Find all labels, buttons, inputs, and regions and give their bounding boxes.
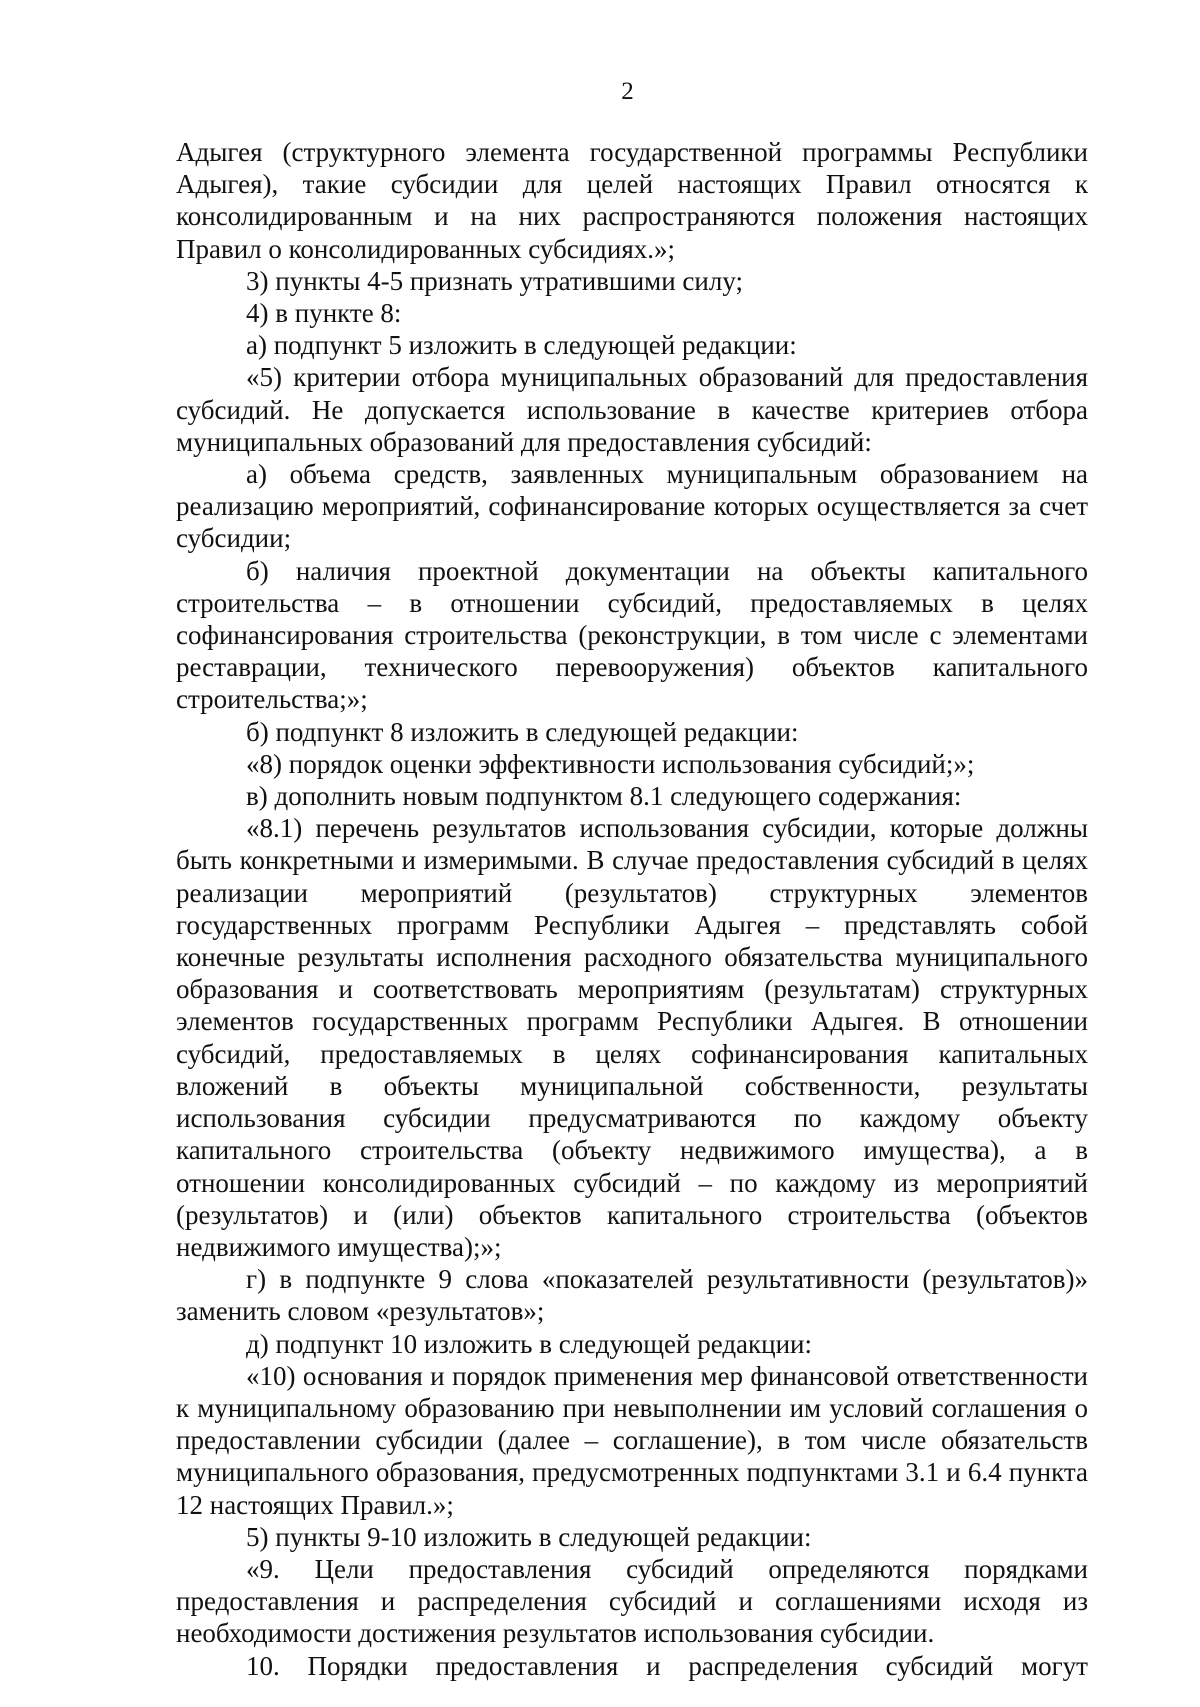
paragraph-quote-5-a: а) объема средств, заявленных муниципальным образованием на реализацию мероприятий, софинансирование которых осуществляется за счет субсидии;: [176, 459, 1088, 554]
paragraph-subitem-b: б) подпункт 8 изложить в следующей редакции:: [246, 716, 799, 747]
paragraph-item-5: 5) пункты 9-10 изложить в следующей редакции:: [246, 1521, 812, 1552]
paragraph-item-4: 4) в пункте 8:: [246, 298, 402, 329]
paragraph-quote-5: «5) критерии отбора муниципальных образований для предоставления субсидий. Не допускается использование в качестве критериев отбора муниципальных образований для предоставления субсидий:: [176, 362, 1088, 457]
paragraph-subitem-a: а) подпункт 5 изложить в следующей редакции:: [246, 330, 797, 361]
paragraph-subitem-g: г) в подпункте 9 слова «показателей результативности (результатов)» заменить словом «результатов»;: [176, 1264, 1088, 1327]
paragraph-quote-9: «9. Цели предоставления субсидий определяются порядками предоставления и распределения субсидий и соглашениями исходя из необходимости достижения результатов использования субсидии.: [176, 1553, 1088, 1649]
paragraph-continuation: Адыгея (структурного элемента государственной программы Республики Адыгея), такие субсидии для целей настоящих Правил относятся к консолидированным и на них распространяются положения настоящих Правил о консолидированных субсидиях.»;: [176, 137, 1088, 264]
paragraph-quote-5-b: б) наличия проектной документации на объекты капитального строительства – в отношении субсидий, предоставляемых в целях софинансирования строительства (реконструкции, в том числе с элементами реставрации, технического перевооружения) объектов капитального строительства;»;: [176, 555, 1088, 715]
paragraph-quote-10: «10) основания и порядок применения мер финансовой ответственности к муниципальному образованию при невыполнении им условий соглашения о предоставлении субсидии (далее – соглашение), в том числе обязательств муниципального образования, предусмотренных подпунктами 3.1 и 6.4 пункта 12 настоящих Правил.»;: [176, 1360, 1088, 1520]
document-body: [176, 136, 1088, 1682]
page-number: 2: [621, 78, 634, 105]
paragraph-subitem-v: в) дополнить новым подпунктом 8.1 следующего содержания:: [246, 781, 962, 812]
paragraph-item-10: 10. Порядки предоставления и распределения субсидий могут: [246, 1650, 1088, 1681]
paragraph-subitem-d: д) подпункт 10 изложить в следующей редакции:: [246, 1328, 813, 1359]
paragraph-quote-8-1: «8.1) перечень результатов использования субсидии, которые должны быть конкретными и измеримыми. В случае предоставления субсидий в целях реализации мероприятий (результатов) структурных элементов государственных программ Республики Адыгея – представлять собой конечные результаты исполнения расходного обязательства муниципального образования и соответствовать мероприятиям (результатам) структурных элементов государственных программ Республики Адыгея. В отношении субсидий, предоставляемых в целях софинансирования капитальных вложений в объекты муниципальной собственности, результаты использования субсидии предусматриваются по каждому объекту капитального строительства (объекту недвижимого имущества), а в отношении консолидированных субсидий – по каждому из мероприятий (результатов) и (или) объектов капитального строительства (объектов недвижимого имущества);»;: [176, 813, 1088, 1262]
paragraph-item-3: 3) пункты 4-5 признать утратившими силу;: [246, 265, 743, 296]
paragraph-quote-8: «8) порядок оценки эффективности использования субсидий;»;: [246, 748, 975, 779]
